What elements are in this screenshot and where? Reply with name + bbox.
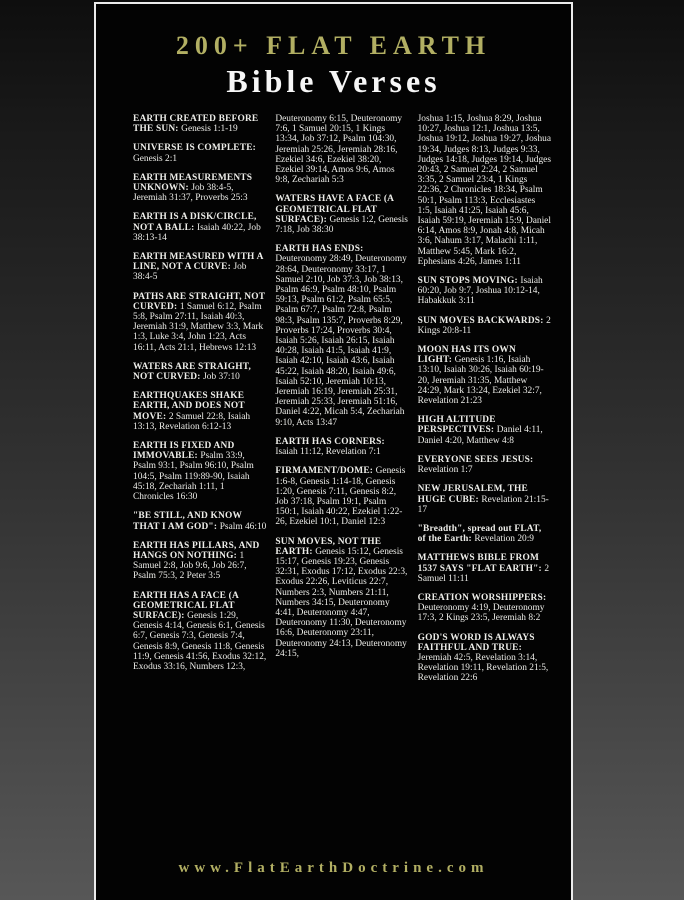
section-heading: SUN MOVES BACKWARDS: xyxy=(417,315,547,326)
section-heading: EARTH IS A DISK/CIRCLE, NOT A BALL: xyxy=(133,212,257,233)
verse-section xyxy=(418,524,551,544)
section-verses: Genesis 1:2, Genesis 7:18, Job 38:30 xyxy=(275,214,408,236)
section-heading: FIRMAMENT/DOME: xyxy=(275,466,376,477)
verse-section xyxy=(418,484,551,515)
section-heading: EARTH HAS A FACE (A GEOMETRICAL FLAT SURFACE): xyxy=(133,590,239,621)
section-verses: Revelation 1:7 xyxy=(417,465,473,476)
section-verses: 1 Samuel 6:12, Psalm 5:8, Psalm 27:11, Isaiah 40:3, Jeremiah 31:9, Matthew 3:3, Mark 1:3, Luke 3:4, John 1:23, Acts 16:11, Acts 21:1, Hebrews 12:13 xyxy=(133,301,264,353)
section-verses: Revelation 20:9 xyxy=(474,534,534,545)
verse-section xyxy=(133,212,266,243)
section-heading: EARTH CREATED BEFORE THE SUN: xyxy=(133,114,259,135)
verse-section xyxy=(418,633,551,684)
verse-column-3 xyxy=(418,114,551,693)
section-verses: Isaiah 11:12, Revelation 7:1 xyxy=(275,447,381,458)
verse-section xyxy=(133,391,266,432)
section-heading: SUN STOPS MOVING: xyxy=(417,276,521,287)
poster xyxy=(94,2,573,900)
verse-section xyxy=(418,415,551,446)
verse-section xyxy=(133,541,266,582)
section-heading: EARTH IS FIXED AND IMMOVABLE: xyxy=(133,441,235,462)
section-heading: MATTHEWS BIBLE FROM 1537 SAYS "FLAT EARTH": xyxy=(417,553,545,574)
section-verses: Genesis 1:6-8, Genesis 1:14-18, Genesis 1:20, Genesis 7:11, Genesis 8:2, Job 37:18, Psalm 19:1, Psalm 150:1, Isaiah 40:22, Ezekiel 1:22-26, Ezekiel 10:1, Daniel 12:3 xyxy=(275,466,406,528)
verse-section xyxy=(418,455,551,475)
section-verses: Revelation 21:15-17 xyxy=(417,494,549,515)
section-verses: Job 38:4-5, Jeremiah 31:37, Proverbs 25:3 xyxy=(133,183,248,204)
section-heading: EARTH MEASURED WITH A LINE, NOT A CURVE: xyxy=(133,252,264,273)
section-verses: Jeremiah 42:5, Revelation 3:14, Revelation 19:11, Revelation 21:5, Revelation 22:6 xyxy=(417,652,549,684)
verse-section xyxy=(133,114,266,134)
section-verses: 2 Samuel 11:11 xyxy=(417,563,550,584)
section-verses: Deuteronomy 6:15, Deuteronomy 7:6, 1 Samuel 20:15, 1 Kings 13:34, Job 37:12, Psalm 104:30, Jeremiah 25:26, Jeremiah 28:16, Ezekiel 34:6, Ezekiel 38:20, Ezekiel 39:14, Amos 9:6, Amos 9:8, Zechariah 5:3 xyxy=(275,114,403,186)
verse-section xyxy=(275,466,408,527)
section-verses: Isaiah 60:20, Job 9:7, Joshua 10:12-14, Habakkuk 3:11 xyxy=(417,276,543,307)
verse-section xyxy=(418,593,551,624)
section-heading: UNIVERSE IS COMPLETE: xyxy=(133,143,256,154)
section-verses: Psalm 46:10 xyxy=(219,521,267,532)
section-verses: Genesis 1:16, Isaiah 13:10, Isaiah 30:26, Isaiah 60:19-20, Jeremiah 31:35, Matthew 24:29, Mark 13:24, Ezekiel 32:7, Revelation 21:23 xyxy=(417,355,544,407)
section-heading: EARTH HAS PILLARS, AND HANGS ON NOTHING: xyxy=(133,540,260,561)
verse-section xyxy=(275,244,408,428)
verse-section xyxy=(418,114,551,267)
section-heading: MOON HAS ITS OWN LIGHT: xyxy=(417,345,516,366)
section-verses: 1 Samuel 2:8, Job 9:6, Job 26:7, Psalm 75:3, 2 Peter 3:5 xyxy=(133,550,247,582)
section-heading: NEW JERUSALEM, THE HUGE CUBE: xyxy=(417,484,528,505)
verse-section xyxy=(418,553,551,584)
section-verses: Genesis 1:1-19 xyxy=(181,124,238,135)
section-heading: EARTHQUAKES SHAKE EARTH, AND DOES NOT MOVE: xyxy=(133,391,245,422)
section-verses: 2 Samuel 22:8, Isaiah 13:13, Revelation 6:12-13 xyxy=(133,411,251,432)
section-heading: WATERS HAVE A FACE (A GEOMETRICAL FLAT SURFACE): xyxy=(275,194,394,225)
poster-title-main: Bible Verses xyxy=(226,63,441,99)
verse-columns xyxy=(96,112,571,693)
verse-section xyxy=(133,173,266,204)
section-verses: Daniel 4:11, Daniel 4:20, Matthew 4:8 xyxy=(417,425,543,446)
section-verses: Genesis 2:1 xyxy=(133,153,178,164)
verse-section xyxy=(275,114,408,185)
section-verses: Job 37:10 xyxy=(203,372,240,383)
section-heading: "Breadth", spread out FLAT, of the Earth: xyxy=(417,523,542,545)
verse-section xyxy=(275,437,408,457)
section-heading: HIGH ALTITUDE PERSPECTIVES: xyxy=(417,415,497,436)
section-heading: PATHS ARE STRAIGHT, NOT CURVED: xyxy=(133,291,266,312)
section-verses: Deuteronomy 4:19, Deuteronomy 17:3, 2 Kings 23:5, Jeremiah 8:2 xyxy=(417,603,545,624)
section-heading: EARTH HAS CORNERS: xyxy=(275,436,385,447)
section-verses: 2 Kings 20:8-11 xyxy=(417,315,551,336)
verse-section xyxy=(133,511,266,531)
website-url: www.FlatEarthDoctrine.com xyxy=(178,860,489,876)
section-verses: Deuteronomy 28:49, Deuteronomy 28:64, Deuteronomy 33:17, 1 Samuel 2:10, Job 37:3, Job 38:13, Psalm 46:9, Psalm 48:10, Psalm 59:13, Psalm 61:2, Psalm 65:5, Psalm 67:7, Psalm 72:8, Psalm 98:3, Psalm 135:7, Proverbs 8:29, Proverbs 17:24, Proverbs 30:4, Isaiah 5:26, Isaiah 26:15, Isaiah 40:28, Isaiah 41:5, Isaiah 41:9, Isaiah 42:10, Isaiah 43:6, Isaiah 45:22, Isaiah 48:20, Isaiah 49:6, Isaiah 52:10, Jeremiah 10:13, Jeremiah 16:19, Jeremiah 25:31, Jeremiah 25:33, Jeremiah 51:16, Daniel 4:22, Micah 5:4, Zechariah 9:10, Acts 13:47 xyxy=(275,254,407,428)
verse-section xyxy=(133,252,266,283)
section-heading: EARTH HAS ENDS: xyxy=(275,244,364,255)
verse-section xyxy=(133,362,266,382)
verse-section xyxy=(418,345,551,406)
poster-title-accent: 200+ FLAT EARTH xyxy=(175,31,492,60)
section-verses: Genesis 15:12, Genesis 15:17, Genesis 19:23, Genesis 32:31, Exodus 17:12, Exodus 22:3, Exodus 22:26, Leviticus 22:7, Numbers 2:3, Numbers 21:11, Numbers 34:15, Deuteronomy 4:41, Deuteronomy 4:47, Deuteronomy 11:30, Deuteronomy 16:6, Deuteronomy 23:11, Deuteronomy 24:13, Deuteronomy 24:15, xyxy=(275,546,408,659)
verse-section xyxy=(133,441,266,502)
section-heading: CREATION WORSHIPPERS: xyxy=(417,592,547,603)
section-verses: Job 38:4-5 xyxy=(133,262,247,283)
verse-section xyxy=(418,276,551,307)
verse-section xyxy=(133,292,266,353)
verse-column-1 xyxy=(133,114,266,693)
verse-section xyxy=(418,316,551,336)
section-heading: GOD'S WORD IS ALWAYS FAITHFUL AND TRUE: xyxy=(417,632,535,653)
section-verses: Isaiah 40:22, Job 38:13-14 xyxy=(133,222,261,243)
section-heading: EARTH MEASUREMENTS UNKNOWN: xyxy=(133,172,253,194)
section-heading: SUN MOVES, NOT THE EARTH: xyxy=(275,536,382,557)
section-heading: "BE STILL, AND KNOW THAT I AM GOD": xyxy=(133,511,242,532)
verse-section xyxy=(133,143,266,163)
section-heading: WATERS ARE STRAIGHT, NOT CURVED: xyxy=(133,361,252,383)
verse-column-2 xyxy=(275,114,408,693)
verse-section xyxy=(275,537,408,659)
verse-section xyxy=(133,591,266,673)
verse-section xyxy=(275,194,408,235)
section-verses: Joshua 1:15, Joshua 8:29, Joshua 10:27, Joshua 12:1, Joshua 13:5, Joshua 19:12, Joshua 19:27, Joshua 19:34, Judges 8:13, Judges 9:33, Judges 14:18, Judges 19:14, Judges 20:43, 2 Samuel 2:24, 2 Samuel 3:35, 2 Samuel 23:4, 1 Kings 22:36, 2 Chronicles 18:34, Psalm 50:1, Psalm 113:3, Ecclesiastes 1:5, Isaiah 41:25, Isaiah 45:6, Isaiah 59:19, Jeremiah 15:9, Daniel 6:14, Amos 8:9, Jonah 4:8, Micah 3:6, Nahum 3:17, Malachi 1:11, Matthew 5:45, Mark 16:2, Ephesians 4:26, James 1:11 xyxy=(417,114,551,267)
section-verses: Genesis 1:29, Genesis 4:14, Genesis 6:1, Genesis 6:7, Genesis 7:3, Genesis 7:4, Genesis 8:9, Genesis 11:8, Genesis 11:9, Genesis 41:56, Exodus 32:12, Exodus 33:16, Numbers 12:3, xyxy=(133,610,267,672)
section-verses: Psalm 33:9, Psalm 93:1, Psalm 96:10, Psalm 104:5, Psalm 119:89-90, Isaiah 45:18, Zechariah 1:11, 1 Chronicles 16:30 xyxy=(133,451,254,503)
section-heading: EVERYONE SEES JESUS: xyxy=(417,454,534,465)
